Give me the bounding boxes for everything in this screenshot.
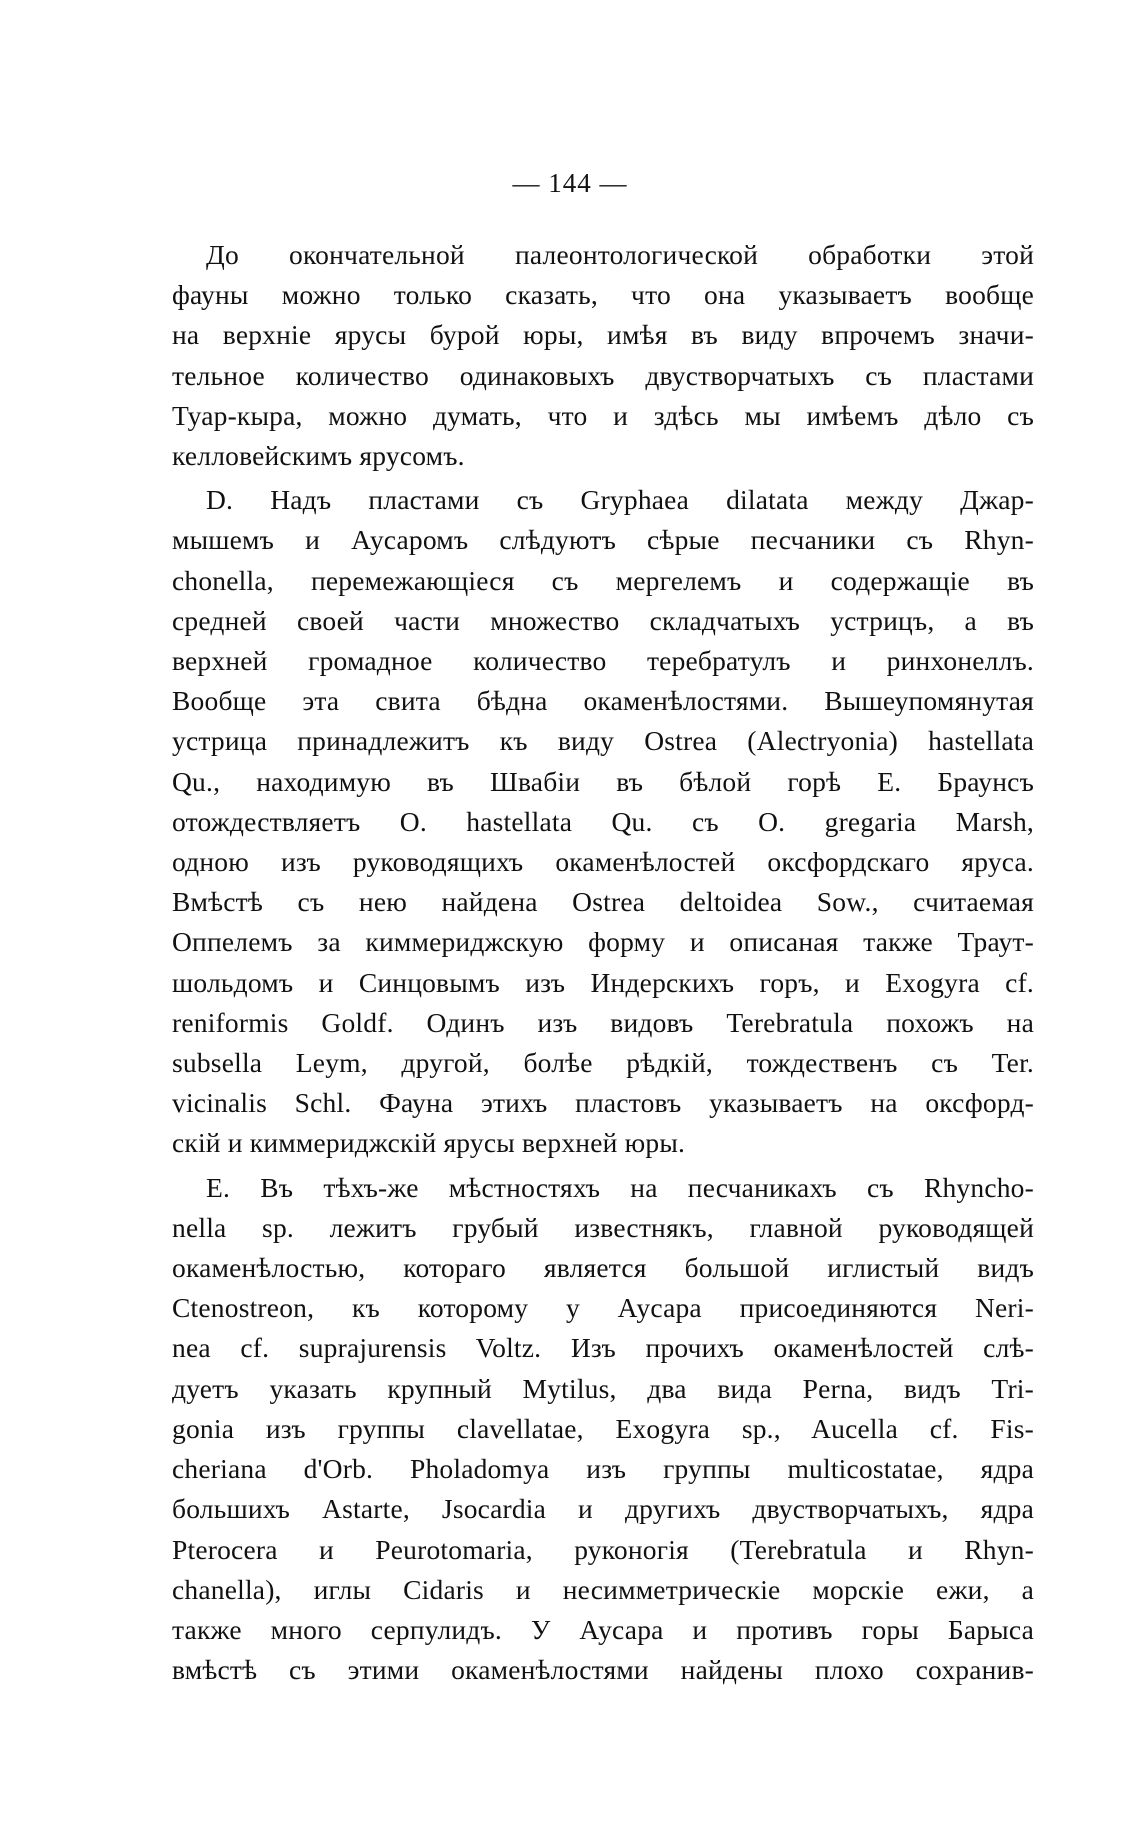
- text-line: шольдомъ и Синцовымъ изъ Индерскихъ горъ, и Exogyra cf.: [172, 966, 1034, 998]
- text-line: cheriana d'Orb. Pholadomya изъ группы multicostatae, ядра: [172, 1453, 1034, 1485]
- text-line: Qu., находимую въ Швабіи въ бѣлой горѣ Е. Браунсъ: [172, 765, 1034, 797]
- text-line: До окончательной палеонтологической обработки этой: [206, 239, 1034, 270]
- text-line: Вообще эта свита бѣдна окаменѣлостями. Вышеупомянутая: [172, 685, 1034, 717]
- paragraph-3: [172, 1168, 1034, 1691]
- text-line: на верхніе ярусы бурой юры, имѣя въ виду впрочемъ значи-: [172, 319, 1034, 351]
- text-line: тельное количество одинаковыхъ двустворчатыхъ съ пластами: [172, 359, 1034, 391]
- text-line: одною изъ руководящихъ окаменѣлостей оксфордскаго яруса.: [172, 846, 1034, 878]
- text-line: nea cf. suprajurensis Voltz. Изъ прочихъ окаменѣлостей слѣ-: [172, 1332, 1034, 1364]
- text-line: chanella), иглы Cidaris и несимметрическіе морскіе ежи, а: [172, 1573, 1034, 1605]
- text-line: nella sp. лежитъ грубый известнякъ, главной руководящей: [172, 1211, 1034, 1243]
- text-line: скій и киммериджскій ярусы верхней юры.: [172, 1127, 686, 1159]
- text-line: вмѣстѣ съ этими окаменѣлостями найдены плохо сохранив-: [172, 1654, 1034, 1686]
- text-line: фауны можно только сказать, что она указываетъ вообще: [172, 279, 1034, 311]
- text-line: Вмѣстѣ съ нею найдена Ostrea deltoidea Sow., считаемая: [172, 886, 1034, 918]
- text-line: келловейскимъ ярусомъ.: [172, 440, 465, 472]
- text-line: E. Въ тѣхъ-же мѣстностяхъ на песчаникахъ съ Rhyncho-: [206, 1171, 1034, 1203]
- page-number: — 144 —: [512, 168, 628, 198]
- text-line: subsella Leym, другой, болѣе рѣдкій, тождественъ съ Ter.: [172, 1047, 1034, 1079]
- text-line: reniformis Goldf. Одинъ изъ видовъ Terebratula похожъ на: [172, 1006, 1034, 1038]
- text-line: большихъ Astarte, Jsocardia и другихъ двустворчатыхъ, ядра: [172, 1493, 1034, 1525]
- text-line: отождествляетъ O. hastellata Qu. съ O. gregaria Marsh,: [172, 805, 1034, 837]
- paragraph-2: [172, 480, 1034, 1163]
- text-line: D. Надъ пластами съ Gryphaea dilatata между Джар-: [206, 484, 1034, 516]
- text-line: окаменѣлостью, котораго является большой иглистый видъ: [172, 1252, 1034, 1284]
- text-line: Оппелемъ за киммериджскую форму и описаная также Траут-: [172, 926, 1034, 958]
- text-line: устрица принадлежитъ къ виду Ostrea (Alectryonia) hastellata: [172, 725, 1034, 757]
- text-line: vicinalis Schl. Фауна этихъ пластовъ указываетъ на оксфорд-: [172, 1087, 1034, 1119]
- text-line: дуетъ указать крупный Mytilus, два вида Perna, видъ Tri-: [172, 1372, 1034, 1404]
- text-line: gonia изъ группы clavellatae, Exogyra sp., Aucella cf. Fis-: [172, 1412, 1034, 1444]
- text-line: Ctenostreon, къ которому у Аусара присоединяются Neri-: [172, 1292, 1034, 1324]
- text-line: Pterocera и Peurotomaria, руконогія (Terebratula и Rhyn-: [172, 1533, 1034, 1565]
- text-line: Туар-кыра, можно думать, что и здѣсь мы имѣемъ дѣло съ: [172, 399, 1034, 431]
- text-line: также много серпулидъ. У Аусара и противъ горы Барыса: [172, 1613, 1034, 1645]
- paragraph-1: [172, 235, 1034, 476]
- text-line: средней своей части множество складчатыхъ устрицъ, а въ: [172, 604, 1034, 636]
- body-text: [172, 235, 1034, 1690]
- text-line: мышемъ и Аусаромъ слѣдуютъ сѣрые песчаники съ Rhyn-: [172, 524, 1034, 556]
- text-line: chonella, перемежающіеся съ мергелемъ и содержащіе въ: [172, 564, 1034, 596]
- text-line: верхней громадное количество теребратулъ и ринхонеллъ.: [172, 645, 1034, 677]
